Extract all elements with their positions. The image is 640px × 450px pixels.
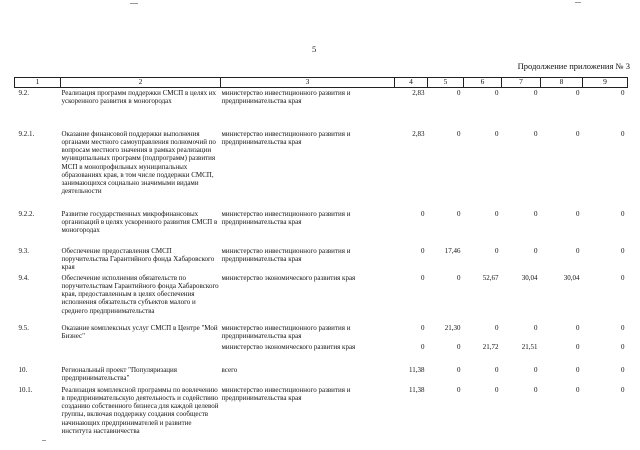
measure-name: Обеспечение исполнения обязательств по поручительствам Гарантийного фонда Хабаровского края, предоставленным в целях обеспечения исполнения обязательств субъектов малого и среднего предпринимательства	[61, 273, 219, 315]
value-cell: 30,04	[563, 273, 580, 282]
value-cell: 0	[621, 365, 625, 374]
table-header	[15, 78, 628, 88]
value-cell: 0	[576, 323, 580, 332]
executor: министерство экономического развития края	[221, 342, 356, 351]
column-number: 8	[541, 78, 583, 88]
column-number: 6	[464, 78, 502, 88]
value-cell: 0	[495, 385, 499, 394]
row-number: 9.2.	[18, 89, 29, 97]
value-cell: 0	[621, 129, 625, 138]
value-cell: 11,38	[409, 385, 425, 394]
value-cell: 0	[495, 129, 499, 138]
table-row	[15, 209, 628, 246]
value-cell: 0	[576, 385, 580, 394]
executor: министерство инвестиционного развития и предпринимательства края	[221, 385, 351, 402]
value-cell: 0	[534, 209, 538, 218]
value-cell: 0	[621, 385, 625, 394]
value-cell: 11,38	[409, 365, 425, 374]
column-number: 4	[395, 78, 428, 88]
executor: министерство инвестиционного развития и предпринимательства края	[221, 129, 351, 146]
measure-name: Обеспечение предоставления СМСП поручительства Гарантийного фонда Хабаровского края	[61, 246, 215, 271]
table-body	[15, 88, 628, 449]
page-number: 5	[312, 44, 317, 54]
column-number: 2	[61, 78, 221, 88]
column-number: 9	[583, 78, 628, 88]
executor: министерство инвестиционного развития и предпринимательства края	[221, 246, 351, 263]
value-cell: 0	[495, 365, 499, 374]
value-cell: 0	[457, 89, 461, 97]
row-number	[15, 342, 61, 365]
value-cell: 0	[421, 323, 425, 332]
value-cell: 0	[621, 273, 625, 282]
measure-name: Развитие государственных микрофинансовых организаций в целях ускоренного развития СМСП в моногородах	[61, 209, 218, 234]
value-cell: 2,83	[412, 89, 425, 97]
table-row	[15, 342, 628, 365]
measure-name: Региональный проект "Популяризация предпринимательства"	[61, 365, 178, 382]
measure-name: Оказание комплексных услуг СМСП в Центре "Мой Бизнес"	[61, 323, 218, 340]
scan-artifact	[130, 3, 138, 4]
row-number: 9.2.1.	[18, 129, 35, 138]
value-cell: 0	[576, 209, 580, 218]
value-cell: 0	[457, 365, 461, 374]
table-row	[15, 129, 628, 209]
value-cell: 30,04	[521, 273, 538, 282]
value-cell: 0	[421, 209, 425, 218]
executor: всего	[221, 365, 238, 374]
table-row	[15, 246, 628, 273]
value-cell: 0	[495, 246, 499, 255]
value-cell: 0	[534, 129, 538, 138]
value-cell: 0	[534, 385, 538, 394]
column-number: 7	[502, 78, 541, 88]
value-cell: 0	[457, 129, 461, 138]
value-cell: 0	[457, 273, 461, 282]
value-cell: 0	[576, 365, 580, 374]
value-cell: 0	[576, 129, 580, 138]
column-number: 5	[428, 78, 464, 88]
value-cell: 52,67	[482, 273, 499, 282]
table-row	[15, 385, 628, 449]
value-cell: 21,51	[521, 342, 538, 351]
value-cell: 0	[534, 365, 538, 374]
column-number: 3	[221, 78, 395, 88]
value-cell: 0	[495, 89, 499, 97]
scan-artifact	[575, 2, 581, 3]
measure-name	[61, 342, 221, 365]
program-table	[14, 77, 628, 449]
row-number: 9.2.2.	[18, 209, 35, 218]
value-cell: 0	[621, 209, 625, 218]
column-number: 1	[15, 78, 61, 88]
appendix-continuation-title: Продолжение приложения № 3	[517, 61, 630, 71]
table-row	[15, 365, 628, 385]
executor: министерство экономического развития края	[221, 273, 356, 282]
table-row	[15, 323, 628, 342]
row-number: 9.3.	[18, 246, 29, 255]
value-cell: 0	[576, 246, 580, 255]
table-row	[15, 273, 628, 323]
value-cell: 0	[576, 89, 580, 97]
value-cell: 0	[421, 273, 425, 282]
measure-name: Реализация программ поддержки СМСП в целях их ускоренного развития в моногородах	[61, 89, 217, 106]
row-number: 9.5.	[18, 323, 29, 332]
row-number: 10.	[18, 365, 28, 374]
value-cell: 0	[495, 323, 499, 332]
table-row	[15, 88, 628, 129]
executor: министерство инвестиционного развития и предпринимательства края	[221, 89, 351, 106]
measure-name: Оказание финансовой поддержки выполнения органами местного самоуправления полномочий по вопросам местного значения в рамках реализации муниципальных программ (подпрограмм) развития МСП в монопрофильных муниципальных образованиях края, в том числе поддержки СМСП, занимающихся социально значимыми видами деятельности	[61, 129, 216, 196]
value-cell: 0	[534, 323, 538, 332]
row-number: 10.1.	[18, 385, 33, 394]
value-cell: 0	[457, 209, 461, 218]
value-cell: 21,30	[444, 323, 461, 332]
executor: министерство инвестиционного развития и предпринимательства края	[221, 209, 351, 226]
row-number: 9.4.	[18, 273, 29, 282]
value-cell: 21,72	[482, 342, 499, 351]
value-cell: 0	[621, 89, 625, 97]
value-cell: 0	[576, 342, 580, 351]
value-cell: 0	[534, 89, 538, 97]
scan-artifact	[42, 440, 46, 441]
value-cell: 0	[621, 342, 625, 351]
value-cell: 0	[621, 323, 625, 332]
value-cell: 0	[621, 246, 625, 255]
value-cell: 2,83	[412, 129, 425, 138]
value-cell: 0	[421, 246, 425, 255]
value-cell: 0	[457, 385, 461, 394]
value-cell: 0	[457, 342, 461, 351]
executor: министерство инвестиционного развития и предпринимательства края	[221, 323, 351, 340]
value-cell: 0	[534, 246, 538, 255]
value-cell: 0	[421, 342, 425, 351]
measure-name: Реализация комплексной программы по вовлечению в предпринимательскую деятельность и содействию созданию собственного бизнеса для каждой целевой группы, включая поддержку создания сообществ начинающих предпринимателей и развитие института наставничества	[61, 385, 219, 435]
value-cell: 0	[495, 209, 499, 218]
value-cell: 17,46	[444, 246, 461, 255]
